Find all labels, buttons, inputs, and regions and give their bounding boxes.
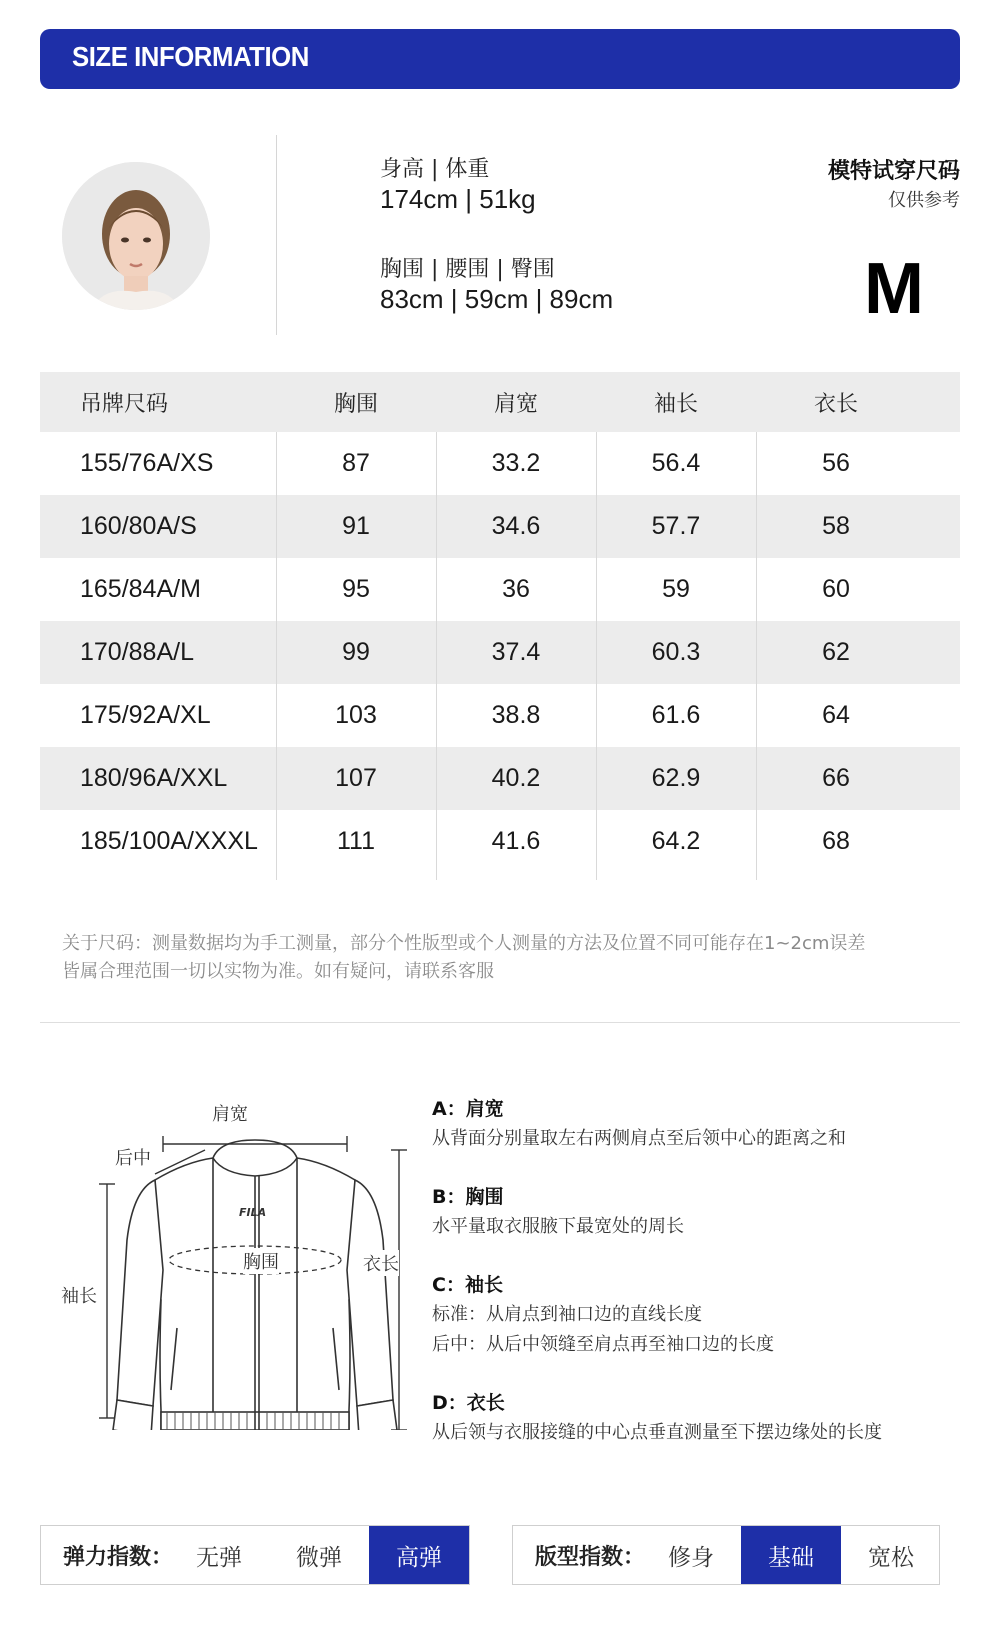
cell-sleeve: 60.3 [651, 638, 701, 666]
brand-logo: FILA [239, 1206, 267, 1219]
def-text-chest: 水平量取衣服腋下最宽处的周长 [432, 1216, 684, 1237]
try-size-subtitle: 仅供参考 [888, 190, 960, 211]
fit-label: 版型指数： [535, 1544, 646, 1570]
def-text-length: 从后领与衣服接缝的中心点垂直测量至下摆边缘处的长度 [432, 1422, 882, 1443]
table-header-row [40, 372, 960, 432]
page-title: SIZE INFORMATION [72, 41, 309, 72]
cell-shoulder: 33.2 [491, 449, 541, 477]
cell-tag-size: 155/76A/XS [80, 449, 214, 477]
diagram-label-back-center: 后中 [115, 1148, 151, 1169]
cell-tag-size: 165/84A/M [80, 575, 201, 603]
cell-shoulder: 40.2 [491, 764, 541, 792]
def-title-sleeve: C：袖长 [432, 1274, 503, 1296]
cell-tag-size: 175/92A/XL [80, 701, 211, 729]
cell-sleeve: 59 [662, 575, 690, 603]
cell-chest: 87 [342, 449, 370, 477]
table-row [40, 684, 960, 747]
cell-length: 68 [822, 827, 850, 855]
def-title-shoulder: A：肩宽 [432, 1098, 504, 1120]
cell-length: 58 [822, 512, 850, 540]
elasticity-option-none: 无弹 [196, 1544, 242, 1571]
cell-shoulder: 34.6 [491, 512, 541, 540]
cell-length: 60 [822, 575, 850, 603]
body-measure-value: 83cm | 59cm | 89cm [380, 284, 614, 314]
cell-chest: 91 [342, 512, 370, 540]
cell-sleeve: 64.2 [651, 827, 701, 855]
table-row [40, 495, 960, 558]
try-size-title: 模特试穿尺码 [827, 159, 960, 184]
cell-sleeve: 62.9 [651, 764, 701, 792]
table-row [40, 810, 960, 873]
diagram-label-sleeve: 袖长 [61, 1282, 97, 1308]
cell-chest: 111 [336, 827, 375, 855]
cell-shoulder: 41.6 [491, 827, 541, 855]
size-table [40, 372, 960, 873]
table-row [40, 432, 960, 495]
diagram-label-length: 衣长 [363, 1250, 399, 1276]
cell-tag-size: 170/88A/L [80, 638, 194, 666]
def-text-sleeve-standard: 标准：从肩点到袖口边的直线长度 [432, 1304, 702, 1325]
cell-sleeve: 57.7 [651, 512, 701, 540]
model-avatar [62, 162, 210, 310]
cell-tag-size: 160/80A/S [80, 512, 197, 540]
jacket-icon [55, 1100, 415, 1430]
elasticity-index [40, 1525, 470, 1585]
header-tag-size: 吊牌尺码 [80, 391, 169, 417]
header-chest: 胸围 [333, 391, 378, 417]
model-portrait-image [62, 162, 210, 310]
diagram-label-chest: 胸围 [243, 1248, 279, 1274]
body-measure-label: 胸围 | 腰围 | 臀围 [380, 257, 555, 282]
cell-tag-size: 180/96A/XXL [80, 764, 228, 792]
try-size-value: M [864, 249, 924, 329]
table-column-divider [596, 432, 597, 880]
cell-length: 56 [822, 449, 850, 477]
header-length: 衣长 [813, 391, 858, 417]
cell-chest: 95 [342, 575, 370, 603]
cell-length: 62 [822, 638, 850, 666]
cell-sleeve: 56.4 [651, 449, 701, 477]
jacket-measure-diagram [55, 1100, 415, 1430]
size-note-line: 皆属合理范围一切以实物为准。如有疑问，请联系客服 [62, 961, 494, 982]
def-title-chest: B：胸围 [432, 1186, 504, 1208]
elasticity-label: 弹力指数： [63, 1544, 174, 1570]
cell-chest: 103 [335, 701, 377, 729]
cell-shoulder: 36 [502, 575, 530, 603]
def-text-sleeve-back: 后中：从后中领缝至肩点再至袖口边的长度 [432, 1334, 774, 1355]
table-column-divider [436, 432, 437, 880]
cell-length: 66 [822, 764, 850, 792]
def-title-length: D：衣长 [432, 1392, 505, 1414]
height-weight-value: 174cm | 51kg [380, 184, 536, 214]
elasticity-option-slight: 微弹 [296, 1544, 342, 1571]
table-row [40, 621, 960, 684]
fit-option-regular: 基础 [741, 1526, 841, 1584]
header-sleeve: 袖长 [653, 391, 698, 417]
diagram-label-shoulder: 肩宽 [212, 1104, 248, 1125]
header-banner [40, 29, 960, 89]
table-row [40, 558, 960, 621]
def-text-shoulder: 从背面分别量取左右两侧肩点至后领中心的距离之和 [432, 1128, 846, 1149]
fit-index [512, 1525, 940, 1585]
cell-sleeve: 61.6 [651, 701, 701, 729]
cell-tag-size: 185/100A/XXXL [80, 827, 258, 855]
fit-option-slim: 修身 [668, 1544, 714, 1571]
section-divider [40, 1022, 960, 1023]
table-column-divider [756, 432, 757, 880]
size-note [62, 930, 962, 986]
model-divider [276, 135, 277, 335]
size-note-line: 关于尺码：测量数据均为手工测量，部分个性版型或个人测量的方法及位置不同可能存在1~2cm误差 [62, 933, 866, 954]
fit-option-loose: 宽松 [868, 1544, 914, 1571]
cell-length: 64 [822, 701, 850, 729]
height-weight-label: 身高 | 体重 [380, 157, 490, 182]
cell-chest: 107 [335, 764, 377, 792]
cell-chest: 99 [342, 638, 370, 666]
table-column-divider [276, 432, 277, 880]
header-shoulder: 肩宽 [493, 391, 538, 417]
cell-shoulder: 37.4 [491, 638, 541, 666]
cell-shoulder: 38.8 [491, 701, 541, 729]
elasticity-option-high: 高弹 [369, 1526, 469, 1584]
table-row [40, 747, 960, 810]
